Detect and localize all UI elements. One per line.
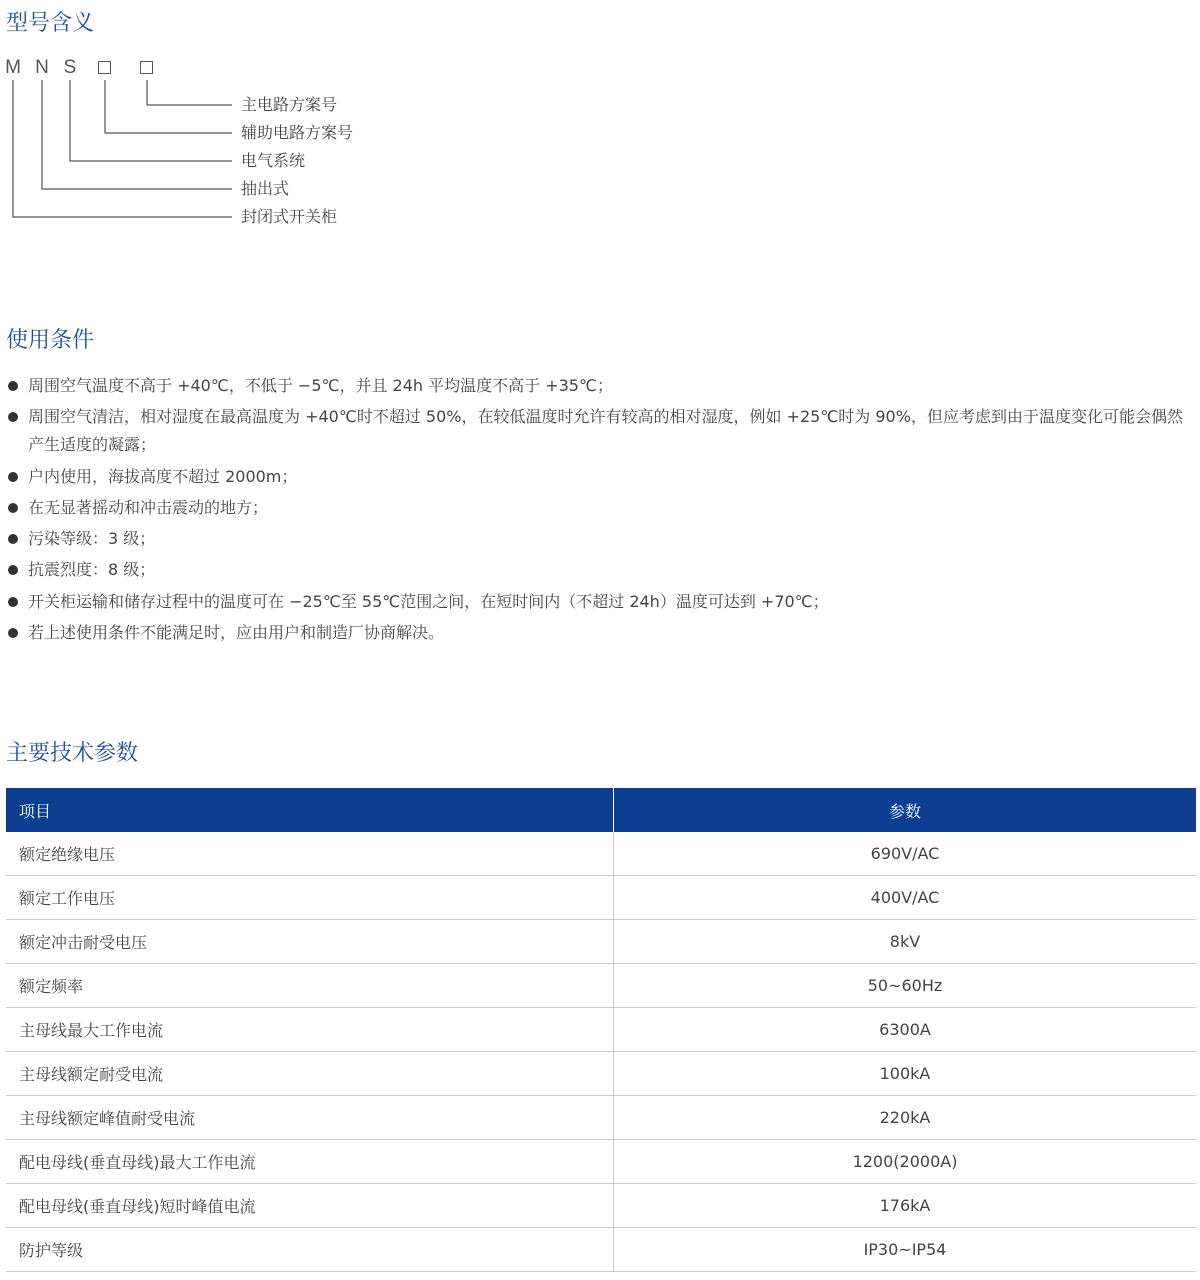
model-label-main-circuit: 主电路方案号: [241, 95, 338, 114]
table-row: [6, 1008, 1196, 1052]
table-row: [6, 876, 1196, 920]
table-cell-value: 400V/AC: [614, 876, 1197, 920]
list-item: 开关柜运输和储存过程中的温度可在 −25℃至 55℃范围之间，在短时间内（不超过 24h）温度可达到 +70℃；: [6, 588, 1196, 616]
table-cell-item: 配电母线(垂直母线)最大工作电流: [6, 1140, 614, 1184]
table-cell-value: 176kA: [614, 1184, 1197, 1228]
table-cell-item: 额定工作电压: [6, 876, 614, 920]
spec-table: [6, 788, 1196, 1272]
list-item: 户内使用，海拔高度不超过 2000m；: [6, 463, 1196, 491]
bullet-dot: [8, 597, 18, 607]
model-letter-m: M: [5, 57, 21, 78]
table-cell-value: 8kV: [614, 920, 1197, 964]
model-label-auxiliary-circuit: 辅助电路方案号: [241, 123, 354, 142]
table-cell-item: 配电母线(垂直母线)短时峰值电流: [6, 1184, 614, 1228]
table-cell-value: 1200(2000A): [614, 1140, 1197, 1184]
list-item: 抗震烈度：8 级；: [6, 556, 1196, 584]
column-header-value: 参数: [614, 788, 1197, 832]
bullet-dot: [8, 503, 18, 513]
table-cell-item: 主母线额定耐受电流: [6, 1052, 614, 1096]
list-item: 周围空气清洁，相对湿度在最高温度为 +40℃时不超过 50%，在较低温度时允许有较高的相对湿度，例如 +25℃时为 90%，但应考虑到由于温度变化可能会偶然产生适度的凝露；: [6, 403, 1196, 459]
bullet-dot: [8, 472, 18, 482]
table-row: [6, 1096, 1196, 1140]
table-cell-value: 690V/AC: [614, 832, 1197, 876]
table-row: [6, 1228, 1196, 1272]
table-cell-item: 主母线额定峰值耐受电流: [6, 1096, 614, 1140]
model-placeholder-box-main: [140, 61, 153, 74]
list-item: 在无显著摇动和冲击震动的地方；: [6, 494, 1196, 522]
table-cell-item: 额定绝缘电压: [6, 832, 614, 876]
table-cell-item: 额定冲击耐受电压: [6, 920, 614, 964]
column-header-item: 项目: [6, 788, 614, 832]
model-section-title: 型号含义: [6, 11, 95, 36]
table-row: [6, 1052, 1196, 1096]
model-placeholder-box-auxiliary: [98, 61, 111, 74]
table-row: [6, 1184, 1196, 1228]
bullet-dot: [8, 381, 18, 391]
table-header-row: [6, 788, 1196, 832]
table-cell-value: 220kA: [614, 1096, 1197, 1140]
model-diagram: [0, 50, 420, 240]
bullet-dot: [8, 534, 18, 544]
conditions-list: [6, 372, 1196, 650]
model-letter-s: S: [63, 57, 77, 78]
list-item: 污染等级：3 级；: [6, 525, 1196, 553]
table-row: [6, 964, 1196, 1008]
table-row: [6, 832, 1196, 876]
bullet-dot: [8, 412, 18, 422]
model-label-withdrawable: 抽出式: [241, 179, 290, 198]
table-cell-value: 50~60Hz: [614, 964, 1197, 1008]
table-cell-item: 主母线最大工作电流: [6, 1008, 614, 1052]
bullet-dot: [8, 565, 18, 575]
model-connector-lines: [0, 50, 420, 240]
table-cell-value: 100kA: [614, 1052, 1197, 1096]
table-row: [6, 920, 1196, 964]
list-item: 周围空气温度不高于 +40℃，不低于 −5℃，并且 24h 平均温度不高于 +35℃；: [6, 372, 1196, 400]
model-label-enclosed-switchgear: 封闭式开关柜: [241, 207, 338, 226]
model-letter-n: N: [35, 57, 49, 78]
table-cell-item: 额定频率: [6, 964, 614, 1008]
table-cell-item: 防护等级: [6, 1228, 614, 1272]
table-cell-value: 6300A: [614, 1008, 1197, 1052]
bullet-dot: [8, 628, 18, 638]
conditions-section-title: 使用条件: [6, 328, 95, 353]
table-row: [6, 1140, 1196, 1184]
table-cell-value: IP30~IP54: [614, 1228, 1197, 1272]
model-label-electrical-system: 电气系统: [241, 151, 306, 170]
specs-section-title: 主要技术参数: [6, 741, 139, 766]
list-item: 若上述使用条件不能满足时，应由用户和制造厂协商解决。: [6, 619, 1196, 647]
